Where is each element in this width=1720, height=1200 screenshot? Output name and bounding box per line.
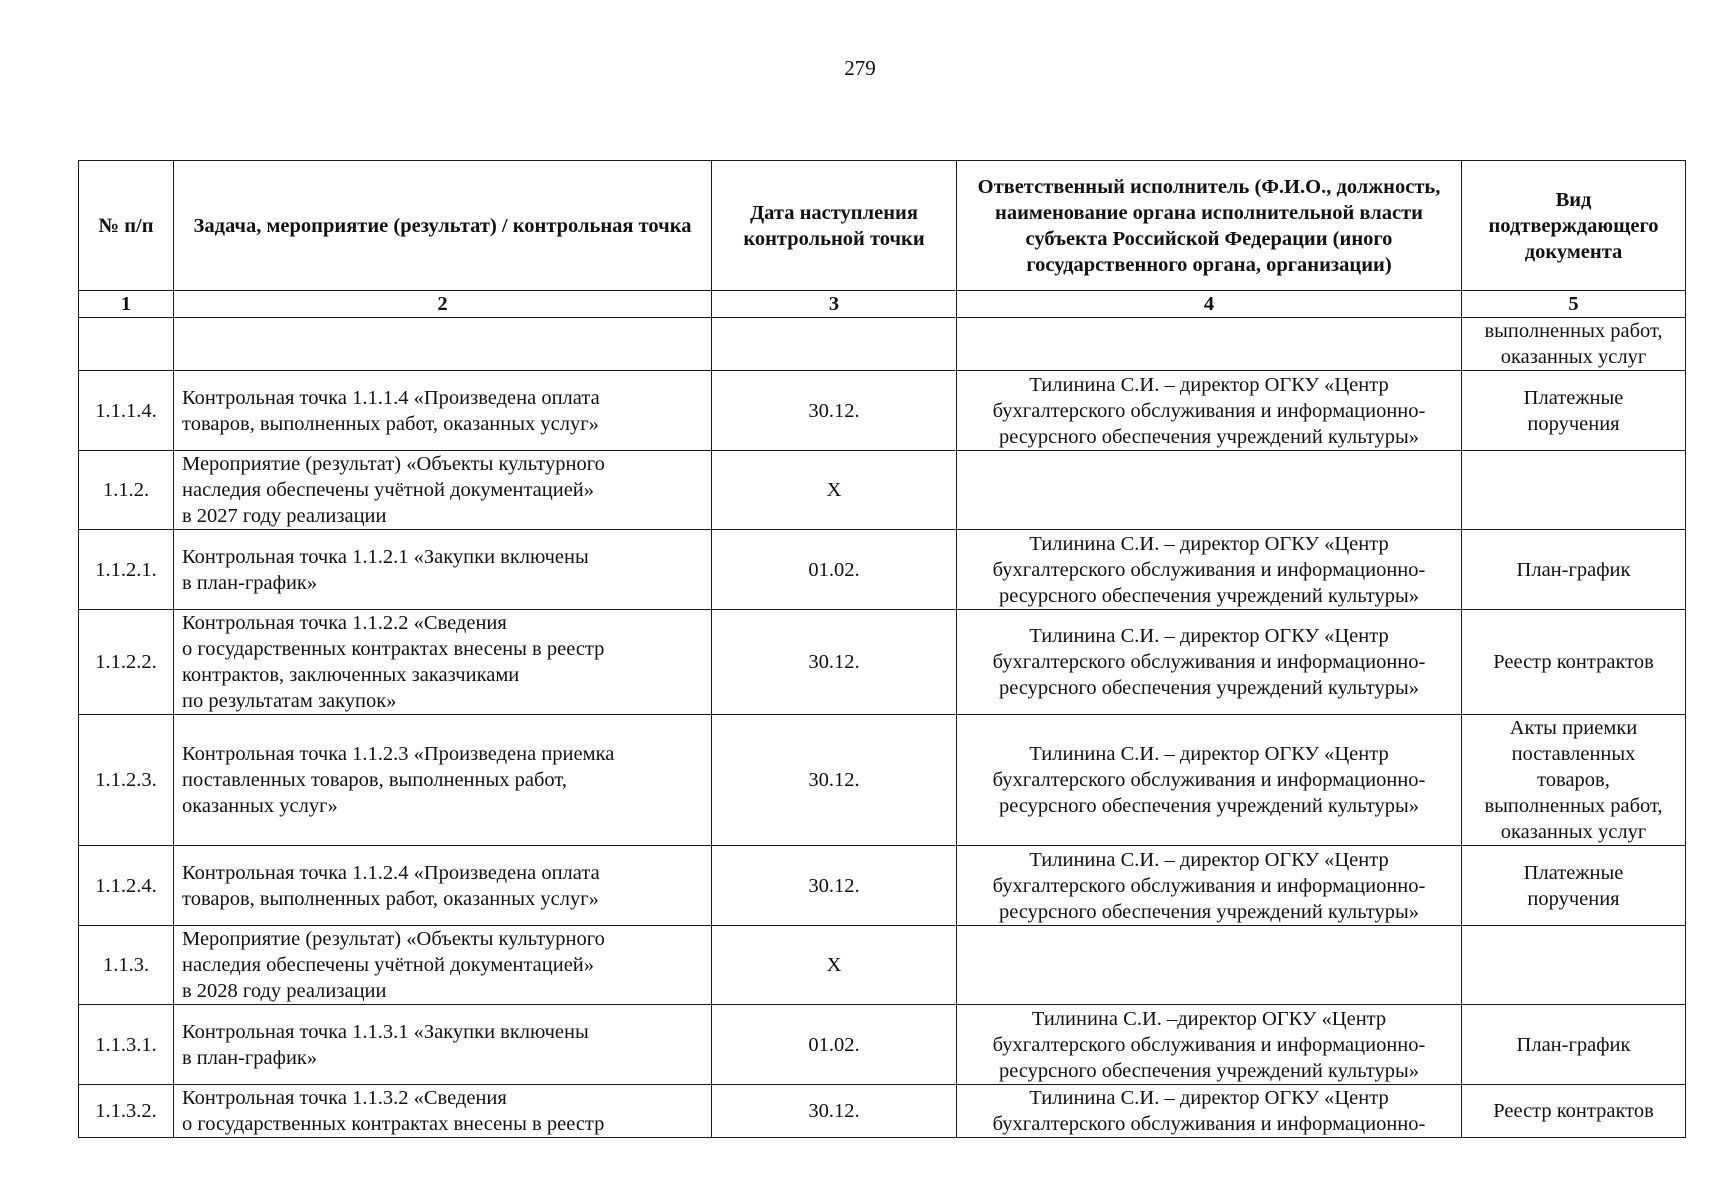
row-task: Контрольная точка 1.1.3.2 «Сведения о государственных контрактах внесены в реестр [174,1085,712,1138]
row-document: План-график [1462,530,1686,610]
row-task: Контрольная точка 1.1.2.3 «Произведена приемка поставленных товаров, выполненных работ, оказанных услуг» [174,715,712,846]
row-document: План-график [1462,1005,1686,1085]
row-document: Реестр контрактов [1462,610,1686,715]
row-task: Контрольная точка 1.1.3.1 «Закупки включены в план-график» [174,1005,712,1085]
row-number [79,318,174,371]
row-document: выполненных работ, оказанных услуг [1462,318,1686,371]
header-number: № п/п [79,161,174,291]
row-task: Контрольная точка 1.1.2.1 «Закупки включены в план-график» [174,530,712,610]
row-date: X [712,451,957,530]
row-executor: Тилинина С.И. – директор ОГКУ «Центр бухгалтерского обслуживания и информационно- ресурсного обеспечения учреждений культуры» [957,715,1462,846]
row-date: 30.12. [712,846,957,926]
table-row [79,610,1686,715]
table-row [79,451,1686,530]
row-number: 1.1.2.4. [79,846,174,926]
row-document: Акты приемки поставленных товаров, выполненных работ, оказанных услуг [1462,715,1686,846]
row-task: Контрольная точка 1.1.1.4 «Произведена оплата товаров, выполненных работ, оказанных услуг» [174,371,712,451]
row-number: 1.1.1.4. [79,371,174,451]
row-document [1462,926,1686,1005]
table-row [79,715,1686,846]
row-executor: Тилинина С.И. –директор ОГКУ «Центр бухгалтерского обслуживания и информационно- ресурсного обеспечения учреждений культуры» [957,1005,1462,1085]
row-task: Контрольная точка 1.1.2.4 «Произведена оплата товаров, выполненных работ, оказанных услуг» [174,846,712,926]
row-number: 1.1.3.2. [79,1085,174,1138]
table-row [79,371,1686,451]
row-task [174,318,712,371]
control-points-table [78,160,1686,1138]
row-executor [957,926,1462,1005]
page-number: 279 [844,56,876,80]
row-date: 30.12. [712,610,957,715]
row-document [1462,451,1686,530]
header-date: Дата наступления контрольной точки [712,161,957,291]
row-task: Мероприятие (результат) «Объекты культурного наследия обеспечены учётной документацией» в 2027 году реализации [174,451,712,530]
table-row [79,1005,1686,1085]
row-executor [957,451,1462,530]
table-row [79,530,1686,610]
row-executor: Тилинина С.И. – директор ОГКУ «Центр бухгалтерского обслуживания и информационно- [957,1085,1462,1138]
column-number-4: 4 [957,291,1462,318]
row-task: Мероприятие (результат) «Объекты культурного наследия обеспечены учётной документацией» в 2028 году реализации [174,926,712,1005]
row-date: 01.02. [712,530,957,610]
row-date [712,318,957,371]
table-row [79,926,1686,1005]
row-date: X [712,926,957,1005]
row-executor: Тилинина С.И. – директор ОГКУ «Центр бухгалтерского обслуживания и информационно- ресурсного обеспечения учреждений культуры» [957,530,1462,610]
row-executor: Тилинина С.И. – директор ОГКУ «Центр бухгалтерского обслуживания и информационно- ресурсного обеспечения учреждений культуры» [957,846,1462,926]
row-document: Платежные поручения [1462,846,1686,926]
row-document: Реестр контрактов [1462,1085,1686,1138]
row-number: 1.1.3.1. [79,1005,174,1085]
row-executor [957,318,1462,371]
column-number-3: 3 [712,291,957,318]
row-number: 1.1.2.1. [79,530,174,610]
row-executor: Тилинина С.И. – директор ОГКУ «Центр бухгалтерского обслуживания и информационно- ресурсного обеспечения учреждений культуры» [957,371,1462,451]
table-row [79,846,1686,926]
column-number-5: 5 [1462,291,1686,318]
row-date: 30.12. [712,715,957,846]
row-number: 1.1.3. [79,926,174,1005]
header-executor: Ответственный исполнитель (Ф.И.О., должность, наименование органа исполнительной власти субъекта Российской Федерации (иного государственного органа, организации) [957,161,1462,291]
column-number-2: 2 [174,291,712,318]
row-date: 01.02. [712,1005,957,1085]
table-row [79,1085,1686,1138]
column-numbers-row [79,291,1686,318]
header-task: Задача, мероприятие (результат) / контрольная точка [174,161,712,291]
row-date: 30.12. [712,371,957,451]
row-task: Контрольная точка 1.1.2.2 «Сведения о государственных контрактах внесены в реестр контрактов, заключенных заказчиками по результатам закупок» [174,610,712,715]
table-row [79,318,1686,371]
row-number: 1.1.2. [79,451,174,530]
header-document: Вид подтверждающего документа [1462,161,1686,291]
row-date: 30.12. [712,1085,957,1138]
row-number: 1.1.2.2. [79,610,174,715]
row-executor: Тилинина С.И. – директор ОГКУ «Центр бухгалтерского обслуживания и информационно- ресурсного обеспечения учреждений культуры» [957,610,1462,715]
column-number-1: 1 [79,291,174,318]
row-document: Платежные поручения [1462,371,1686,451]
row-number: 1.1.2.3. [79,715,174,846]
table-header-row [79,161,1686,291]
